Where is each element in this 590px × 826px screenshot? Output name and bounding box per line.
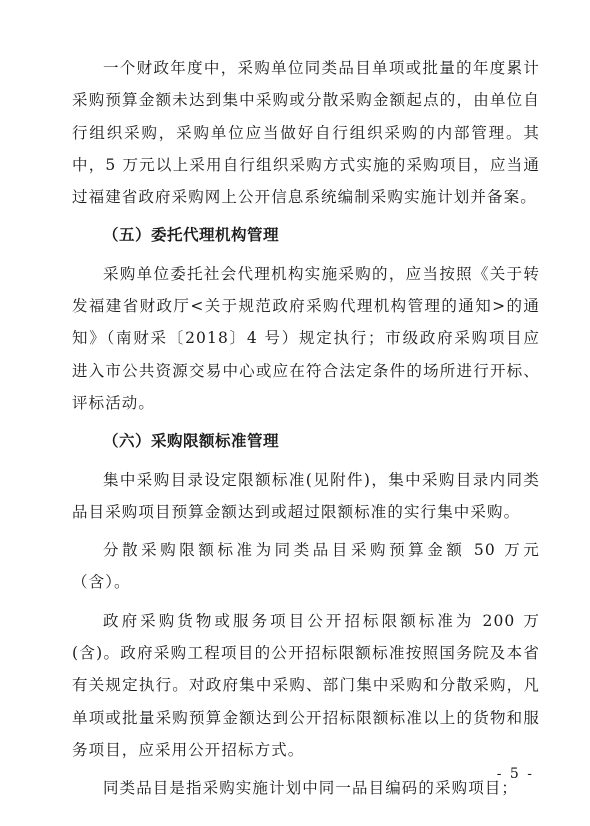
paragraph-annual-procurement: 一个财政年度中，采购单位同类品目单项或批量的年度累计采购预算金额未达到集中采购或分散采购金额起点的，由单位自行组织采购，采购单位应当做好自行组织采购的内部管理。其中，5 万元以上采用自行组织采购方式实施的采购项目，应当通过福建省政府采购网上公开信息系统编制采购实施计划并备案。 xyxy=(72,59,540,207)
section-heading-agency-management: （五）委托代理机构管理 xyxy=(103,226,280,245)
document-body xyxy=(72,52,540,811)
paragraph-centralized-threshold: 集中采购目录设定限额标准(见附件)，集中采购目录内同类品目采购项目预算金额达到或超过限额标准的实行集中采购。 xyxy=(72,470,540,521)
paragraph-same-category-definition: 同类品目是指采购实施计划中同一品目编码的采购项目； xyxy=(103,779,519,798)
section-heading-threshold-standard: （六）采购限额标准管理 xyxy=(103,432,280,451)
page-number: - 5 - xyxy=(496,766,534,782)
paragraph-public-tender-threshold: 政府采购货物或服务项目公开招标限额标准为 200 万(含)。政府采购工程项目的公开招标限额标准按照国务院及本省有关规定执行。对政府集中采购、部门集中采购和分散采购，凡单项或批量采购预算金额达到公开招标限额标准以上的货物和服务项目，应采用公开招标方式。 xyxy=(72,611,540,759)
paragraph-decentralized-threshold: 分散采购限额标准为同类品目采购预算金额 50 万元（含）。 xyxy=(72,541,540,592)
paragraph-agency-entrustment: 采购单位委托社会代理机构实施采购的，应当按照《关于转发福建省财政厅<关于规范政府采购代理机构管理的通知>的通知》（南财采〔2018〕4 号）规定执行；市级政府采购项目应进入市公共资源交易中心或应在符合法定条件的场所进行开标、评标活动。 xyxy=(72,264,540,412)
